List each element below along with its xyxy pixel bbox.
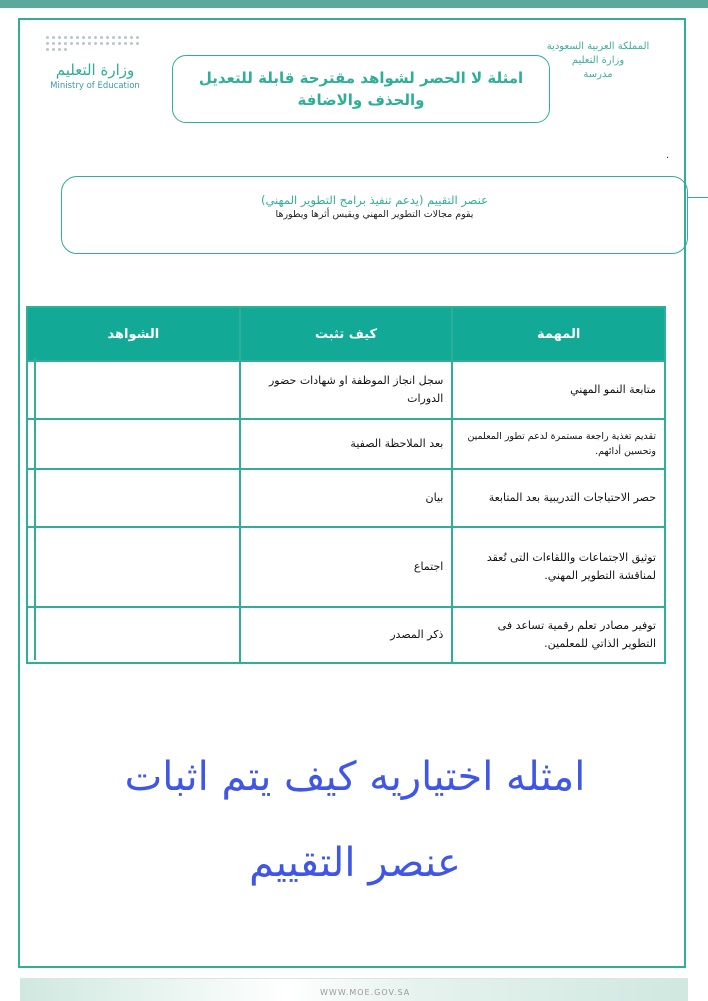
table-header-row	[27, 307, 665, 361]
handwritten-caption	[40, 734, 670, 906]
table-inner-border	[34, 358, 36, 660]
footer-url: WWW.MOE.GOV.SA	[320, 988, 411, 997]
logo-dots-icon	[46, 36, 142, 51]
evaluation-element-box	[61, 176, 688, 254]
task-cell: حصر الاحتياجات التدريبية بعد المتابعة	[452, 469, 665, 527]
logo-english-text: Ministry of Education	[50, 81, 140, 91]
school-line: مدرسة	[583, 69, 613, 80]
page-title: امثلة لا الحصر لشواهد مقترحة قابلة للتعديل والحذف والاضافة	[172, 55, 550, 123]
evidence-cell[interactable]	[27, 361, 240, 419]
evidence-cell[interactable]	[27, 527, 240, 607]
country-line: المملكة العربية السعودية	[546, 41, 650, 52]
top-color-strip	[0, 0, 708, 8]
how-cell: بعد الملاحظة الصفية	[240, 419, 453, 469]
ministry-line: وزارة التعليم	[571, 55, 625, 66]
how-cell: سجل انجاز الموظفة او شهادات حضور الدورات	[240, 361, 453, 419]
evidence-cell[interactable]	[27, 607, 240, 663]
header-evidence: الشواهد	[27, 307, 240, 361]
table-row	[27, 607, 665, 663]
how-cell: بيان	[240, 469, 453, 527]
how-cell: اجتماع	[240, 527, 453, 607]
header-how: كيف تثبت	[240, 307, 453, 361]
stray-dot: .	[666, 150, 670, 161]
table-row	[27, 469, 665, 527]
caption-line-2: عنصر التقييم	[249, 840, 461, 886]
how-cell: ذكر المصدر	[240, 607, 453, 663]
logo-arabic-text: وزارة التعليم	[55, 61, 135, 79]
table-row	[27, 527, 665, 607]
element-title: عنصر التقييم (يدعم تنفيذ برامج التطوير المهني)	[260, 193, 488, 207]
table-row	[27, 361, 665, 419]
task-cell: متابعة النمو المهني	[452, 361, 665, 419]
ministry-logo	[40, 36, 150, 110]
decorative-line	[688, 197, 708, 198]
evidence-cell[interactable]	[27, 419, 240, 469]
task-cell: توثيق الاجتماعات واللقاءات التى تُعقد لمناقشة التطوير المهني.	[452, 527, 665, 607]
evidence-table	[26, 306, 666, 664]
element-description: يقوم مجالات التطوير المهني ويقيس أثرها ويطورها	[275, 209, 474, 220]
task-cell: توفير مصادر تعلم رقمية تساعد فى التطوير الذاتي للمعلمين.	[452, 607, 665, 663]
table-row	[27, 419, 665, 469]
task-cell: تقديم تغذية راجعة مستمرة لدعم تطور المعلمين وتحسين أدائهم.	[452, 419, 665, 469]
evidence-cell[interactable]	[27, 469, 240, 527]
caption-line-1: امثله اختياريه كيف يتم اثبات	[124, 754, 586, 800]
header-task: المهمة	[452, 307, 665, 361]
